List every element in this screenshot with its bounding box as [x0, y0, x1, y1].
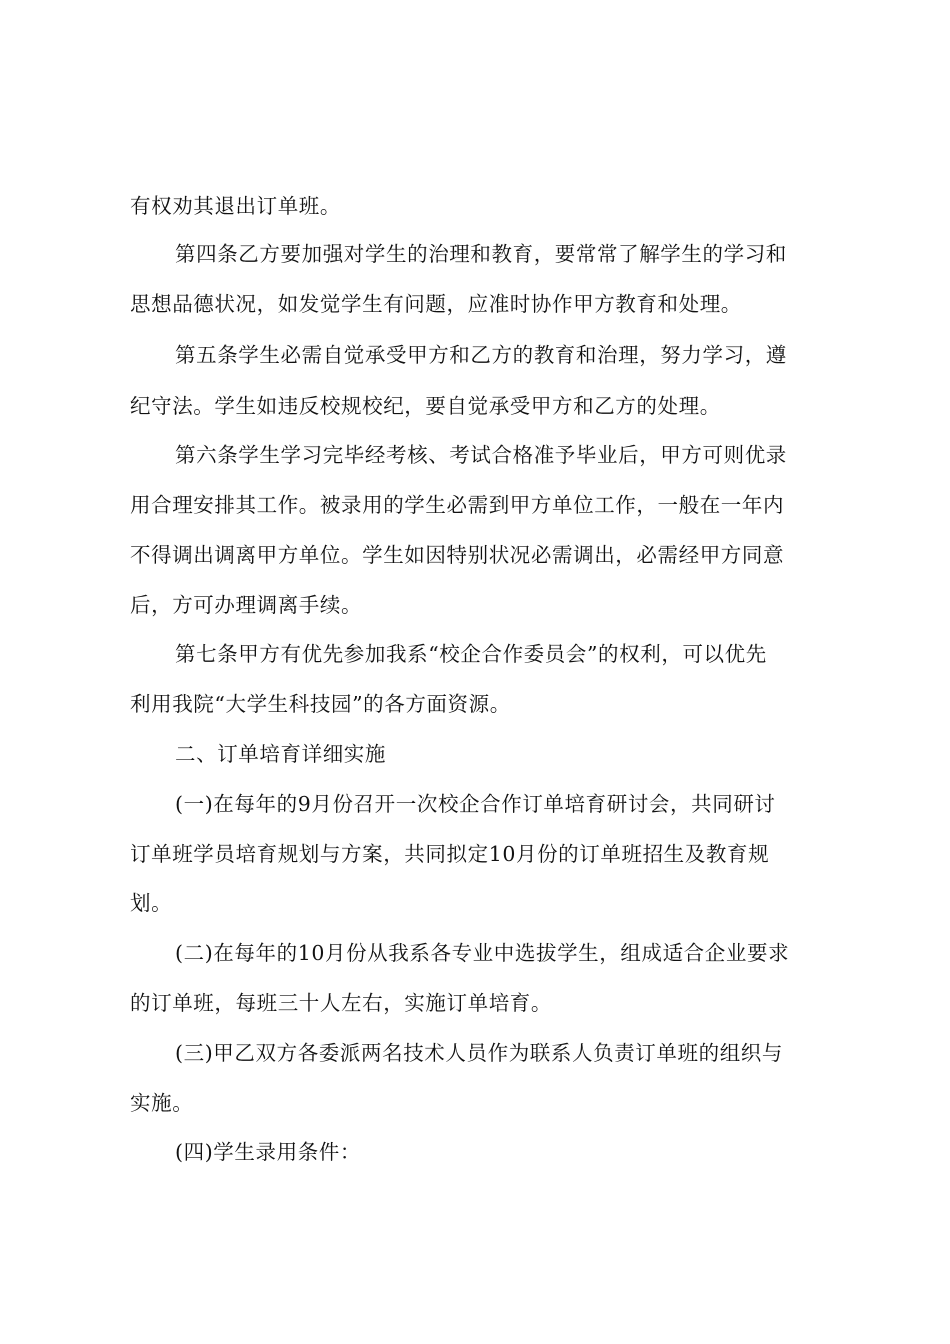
text-line: 订单班学员培育规划与方案，共同拟定10月份的订单班招生及教育规	[130, 842, 770, 866]
text-line: 利用我院“大学生科技园”的各方面资源。	[130, 692, 511, 716]
text-line: 纪守法。学生如违反校规校纪，要自觉承受甲方和乙方的处理。	[130, 394, 721, 418]
text-line: 实施。	[130, 1091, 194, 1115]
paragraph-item-2: (二)在每年的10月份从我系各专业中选拔学生，组成适合企业要求	[175, 941, 790, 965]
paragraph-article-5: 第五条学生必需自觉承受甲方和乙方的教育和治理，努力学习，遵	[175, 343, 787, 367]
text-line: 后，方可办理调离手续。	[130, 593, 363, 617]
paragraph-article-6: 第六条学生学习完毕经考核、考试合格准予毕业后，甲方可则优录	[175, 443, 787, 467]
paragraph-item-4: (四)学生录用条件：	[175, 1140, 361, 1164]
text-line: 用合理安排其工作。被录用的学生必需到甲方单位工作，一般在一年内	[130, 493, 785, 517]
text-line: 划。	[130, 891, 173, 915]
text-line: 不得调出调离甲方单位。学生如因特别状况必需调出，必需经甲方同意	[130, 543, 785, 567]
text-line: 有权劝其退出订单班。	[130, 194, 341, 218]
paragraph-article-4: 第四条乙方要加强对学生的治理和教育，要常常了解学生的学习和	[175, 242, 787, 266]
text-line: 思想品德状况，如发觉学生有问题，应准时协作甲方教育和处理。	[130, 292, 742, 316]
text-line: 的订单班，每班三十人左右，实施订单培育。	[130, 991, 552, 1015]
section-heading: 二、订单培育详细实施	[175, 742, 386, 766]
paragraph-item-3: (三)甲乙双方各委派两名技术人员作为联系人负责订单班的组织与	[175, 1041, 783, 1065]
paragraph-item-1: (一)在每年的9月份召开一次校企合作订单培育研讨会，共同研讨	[175, 792, 776, 816]
paragraph-article-7: 第七条甲方有优先参加我系“校企合作委员会”的权利，可以优先	[175, 642, 767, 666]
